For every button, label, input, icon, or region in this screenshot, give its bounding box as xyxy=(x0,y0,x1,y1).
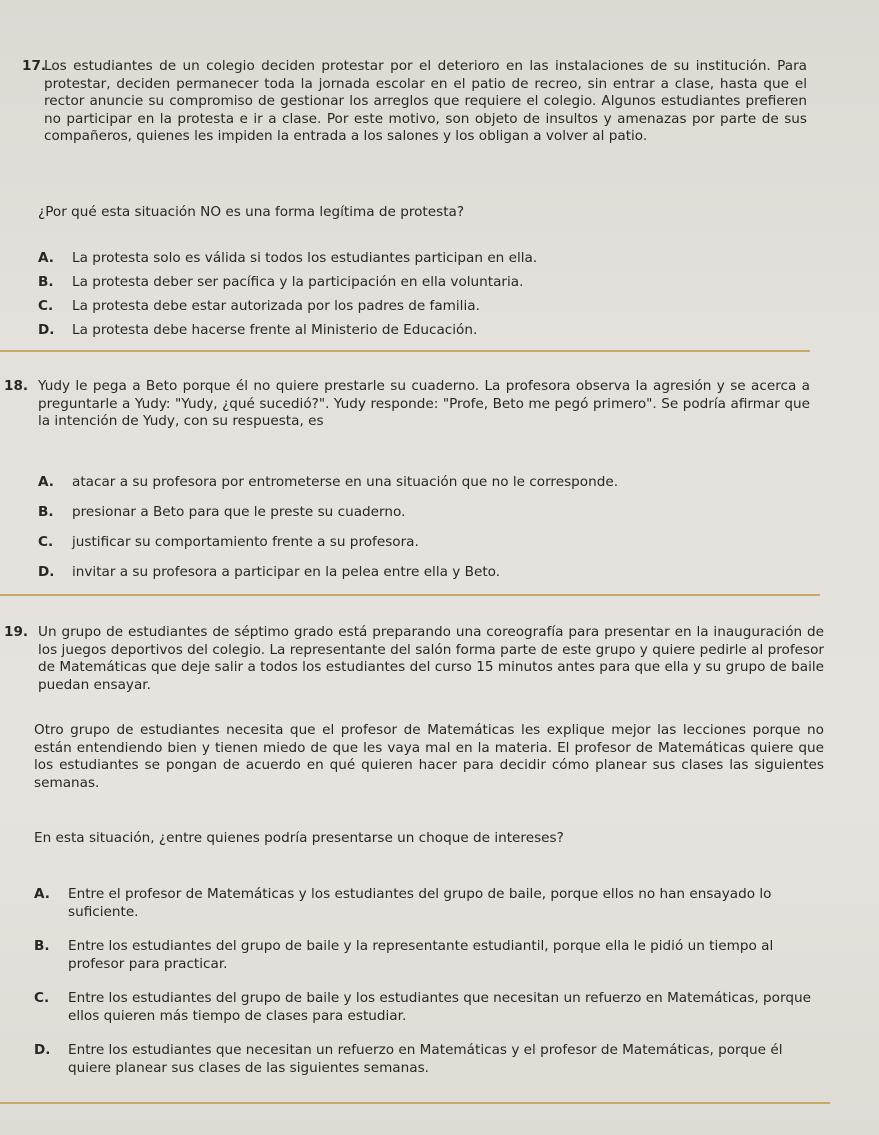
option-letter: D. xyxy=(38,322,55,338)
option-text: Entre los estudiantes del grupo de baile y los estudiantes que necesitan un refuerzo en Matemáticas, porque ellos quieren más tiempo de clases para estudiar. xyxy=(68,990,811,1024)
question-stem: Yudy le pega a Beto porque él no quiere prestarle su cuaderno. La profesora observa la agresión y se acerca a preguntarle a Yudy: "Yudy, ¿qué sucedió?". Yudy responde: "Profe, Beto me pegó primero". Se podría afirmar que la intención de Yudy, con su respuesta, es xyxy=(38,378,810,429)
option-17-a[interactable] xyxy=(38,250,798,268)
option-text: La protesta debe estar autorizada por los padres de familia. xyxy=(72,298,480,314)
option-text: justificar su comportamiento frente a su profesora. xyxy=(72,534,419,550)
question-prompt: En esta situación, ¿entre quienes podría presentarse un choque de intereses? xyxy=(34,830,564,846)
section-divider xyxy=(0,594,820,596)
option-18-d[interactable] xyxy=(38,564,808,582)
question-18 xyxy=(4,378,810,431)
option-text: Entre los estudiantes del grupo de baile y la representante estudiantil, porque ella le pidió un tiempo al profesor para practicar. xyxy=(68,938,774,972)
option-text: atacar a su profesora por entrometerse en una situación que no le corresponde. xyxy=(72,474,619,490)
option-18-a[interactable] xyxy=(38,474,808,492)
option-text: La protesta solo es válida si todos los estudiantes participan en ella. xyxy=(72,250,538,266)
option-text: Entre los estudiantes que necesitan un refuerzo en Matemáticas y el profesor de Matemáticas, porque él quiere planear sus clases de las siguientes semanas. xyxy=(68,1042,783,1076)
question-stem: Un grupo de estudiantes de séptimo grado está preparando una coreografía para presentar en la inauguración de los juegos deportivos del colegio. La representante del salón forma parte de este grupo y quiere pedirle al profesor de Matemáticas que deje salir a todos los estudiantes del curso 15 minutos antes para que ella y su grupo de baile puedan ensayar. xyxy=(38,624,824,693)
option-18-c[interactable] xyxy=(38,534,808,552)
question-number: 18. xyxy=(4,378,29,394)
option-19-c[interactable] xyxy=(34,990,824,1025)
option-letter: B. xyxy=(38,504,54,520)
option-18-b[interactable] xyxy=(38,504,808,522)
option-letter: C. xyxy=(38,534,54,550)
option-19-d[interactable] xyxy=(34,1042,824,1077)
section-divider xyxy=(0,1102,830,1104)
option-17-b[interactable] xyxy=(38,274,798,292)
option-19-a[interactable] xyxy=(34,886,824,921)
question-19-prompt xyxy=(34,830,824,848)
option-text: La protesta debe hacerse frente al Ministerio de Educación. xyxy=(72,322,478,338)
option-text: presionar a Beto para que le preste su cuaderno. xyxy=(72,504,406,520)
question-stem-2: Otro grupo de estudiantes necesita que el profesor de Matemáticas les explique mejor las lecciones porque no están entendiendo bien y tienen miedo de que les vaya mal en la materia. El profesor de Matemáticas quiere que los estudiantes se pongan de acuerdo en qué quieren hacer para decidir cómo planear sus clases las siguientes semanas. xyxy=(34,722,824,791)
question-number: 17. xyxy=(22,58,47,74)
option-19-b[interactable] xyxy=(34,938,824,973)
option-letter: A. xyxy=(38,250,54,266)
option-text: Entre el profesor de Matemáticas y los estudiantes del grupo de baile, porque ellos no han ensayado lo suficiente. xyxy=(68,886,772,920)
option-text: invitar a su profesora a participar en la pelea entre ella y Beto. xyxy=(72,564,501,580)
option-text: La protesta deber ser pacífica y la participación en ella voluntaria. xyxy=(72,274,524,290)
question-stem: Los estudiantes de un colegio deciden protestar por el deterioro en las instalaciones de su institución. Para protestar, deciden permanecer toda la jornada escolar en el patio de recreo, sin entrar a clase, hasta que el rector anuncie su compromiso de gestionar los arreglos que requiere el colegio. Algunos estudiantes prefieren no participar en la protesta e ir a clase. Por este motivo, son objeto de insultos y amenazas por parte de sus compañeros, quienes les impiden la entrada a los salones y los obligan a volver al patio. xyxy=(44,58,807,144)
section-divider xyxy=(0,350,810,352)
question-17 xyxy=(22,58,807,146)
option-letter: D. xyxy=(34,1042,51,1058)
option-17-d[interactable] xyxy=(38,322,798,340)
option-letter: B. xyxy=(34,938,50,954)
question-19-context xyxy=(34,722,824,792)
option-17-c[interactable] xyxy=(38,298,798,316)
question-17-prompt xyxy=(38,204,798,222)
option-letter: A. xyxy=(34,886,50,902)
option-letter: A. xyxy=(38,474,54,490)
question-number: 19. xyxy=(4,624,29,640)
option-letter: B. xyxy=(38,274,54,290)
option-letter: C. xyxy=(34,990,50,1006)
question-prompt: ¿Por qué esta situación NO es una forma legítima de protesta? xyxy=(38,204,465,220)
option-letter: C. xyxy=(38,298,54,314)
option-letter: D. xyxy=(38,564,55,580)
question-19 xyxy=(4,624,824,694)
